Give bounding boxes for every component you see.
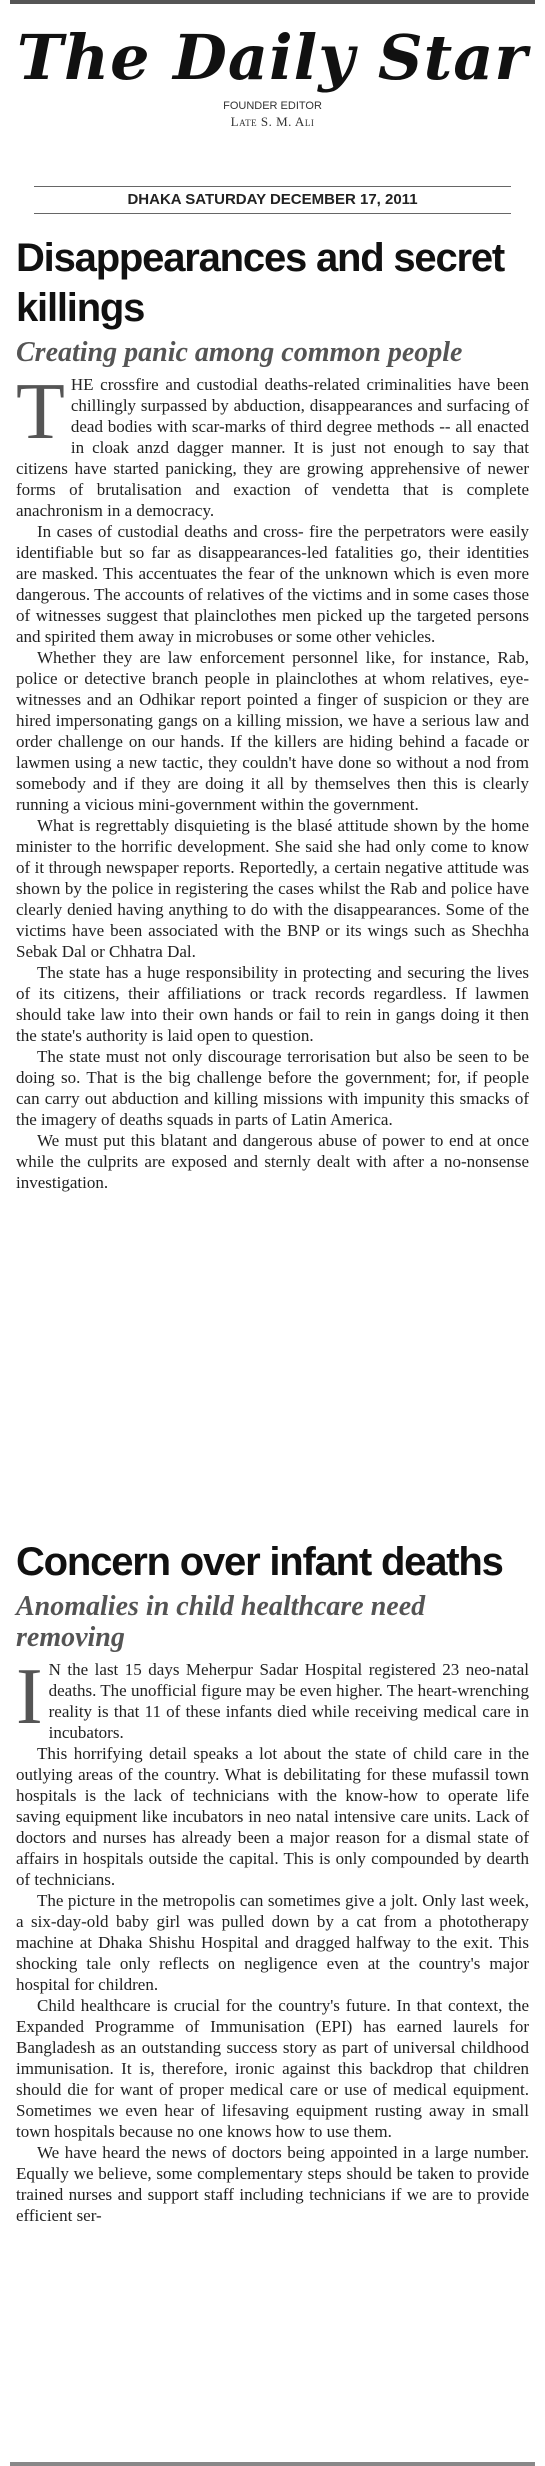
founder-label: FOUNDER EDITOR [223,100,322,112]
article-1-paragraph: THE crossfire and custodial deaths-related criminalities have been chillingly surpassed by abduction, disappearances and surfacing of dead bodies with scar-marks of third degree methods -- all enacted in cloak anzd dagger manner. It is just not enough to say that citizens have started panicking, they are growing apprehensive of newer forms of brutalisation and exaction of vendetta that is complete anachronism in a democracy. [16,368,529,520]
article-2-paragraph: Child healthcare is crucial for the country's future. In that context, the Expanded Programme of Immunisation (EPI) has earned laurels for Bangladesh as an outstanding success story as part of universal childhood immunisation. It is, therefore, ironic against this backdrop that children should die for want of proper medical care or use of medical equipment. Sometimes we even hear of lifesaving equipment rusting away in small town hospitals because no one knows how to use them. [16,1996,529,2141]
article-2-paragraph: We have heard the news of doctors being appointed in a large number. Equally we believe, some complementary steps should be taken to provide trained nurses and support staff including technicians if we are to provide efficient ser- [16,2143,529,2225]
article-1-paragraph: In cases of custodial deaths and cross- fire the perpetrators were easily identifiable but so far as disappearances-led fatalities go, their identities are masked. This accentuates the fear of the unknown which is even more dangerous. The accounts of relatives of the victims and in some cases those of witnesses suggest that plainclothes men picked up the targeted persons and spirited them away in microbuses or some other vehicles. [16,522,529,646]
editorial-article-2 [16,1537,529,2226]
article-2-subhead: Anomalies in child healthcare need removing [16,1591,426,1653]
article-1-paragraph: Whether they are law enforcement personnel like, for instance, Rab, police or detective branch people in plainclothes at whom relatives, eye-witnesses and an Odhikar report pointed a finger of suspicion or they are hired impersonating gangs on a killing mission, we have a serious law and order challenge on our hands. If the killers are hiding behind a facade or lawmen using a new tactic, they couldn't have done so without a nod from somebody and if they are doing it all by themselves then this is clearly running a vicious mini-government within the government. [16,648,529,814]
article-1-paragraph: What is regrettably disquieting is the blasé attitude shown by the home minister to the horrific development. She said she had only come to know of it through newspaper reports. Reportedly, a certain negative attitude was shown by the police in registering the cases whilst the Rab and police have clearly denied having anything to do with the disappearances. Some of the victims have been associated with the BNP or its wings such as Shechha Sebak Dal or Chhatra Dal. [16,816,529,961]
article-1-paragraph: We must put this blatant and dangerous abuse of power to end at once while the culprits are exposed and sternly dealt with after a no-nonsense investigation. [16,1131,529,1192]
dateline-rule-bottom [34,213,511,214]
article-2-headline: Concern over infant deaths [16,1540,503,1584]
top-border [10,0,535,4]
article-2-paragraph: The picture in the metropolis can sometimes give a jolt. Only last week, a six-day-old baby girl was pulled down by a cat from a phototherapy machine at Dhaka Shishu Hospital and dragged halfway to the exit. This shocking tale only reflects on negligence even at the country's major hospital for children. [16,1891,529,1994]
masthead [0,22,545,130]
bottom-border [10,2462,535,2466]
dateline: DHAKA SATURDAY DECEMBER 17, 2011 [127,191,418,208]
article-1-headline: Disappearances and secret killings [16,236,505,330]
article-1-dropcap: T [16,368,65,456]
article-1-subhead: Creating panic among common people [16,337,463,368]
article-1-paragraph: The state must not only discourage terrorisation but also be seen to be doing so. That is the big challenge before the government; for, if people can carry out abduction and killing missions with impunity this smacks of the imagery of deaths squads in parts of Latin America. [16,1047,529,1129]
article-1-paragraph: The state has a huge responsibility in protecting and securing the lives of its citizens, their affiliations or track records regardless. If lawmen should take law into their own hands or fail to rein in gangs doing it then the state's authority is laid open to question. [16,963,529,1045]
dateline-rule-top [34,186,511,187]
article-2-dropcap: I [16,1653,43,1741]
newspaper-logo: The Daily Star [16,21,529,94]
article-2-paragraph: This horrifying detail speaks a lot about the state of child care in the outlying areas of the country. What is debilitating for these mufassil town hospitals is the lack of technicians with the know-how to operate life saving equipment like incubators in neo natal intensive care units. Lack of doctors and nurses has already been a major reason for a dismal state of affairs in hospitals outside the capital. This is only compounded by dearth of technicians. [16,1744,529,1889]
editorial-article-1 [16,233,529,1193]
article-2-paragraph: I N the last 15 days Meherpur Sadar Hospital registered 23 neo-natal deaths. The unofficial figure may be even higher. The heart-wrenching reality is that 11 of these infants died while receiving medical care in incubators. [16,1653,529,1742]
founder-name: Late S. M. Ali [230,114,315,129]
